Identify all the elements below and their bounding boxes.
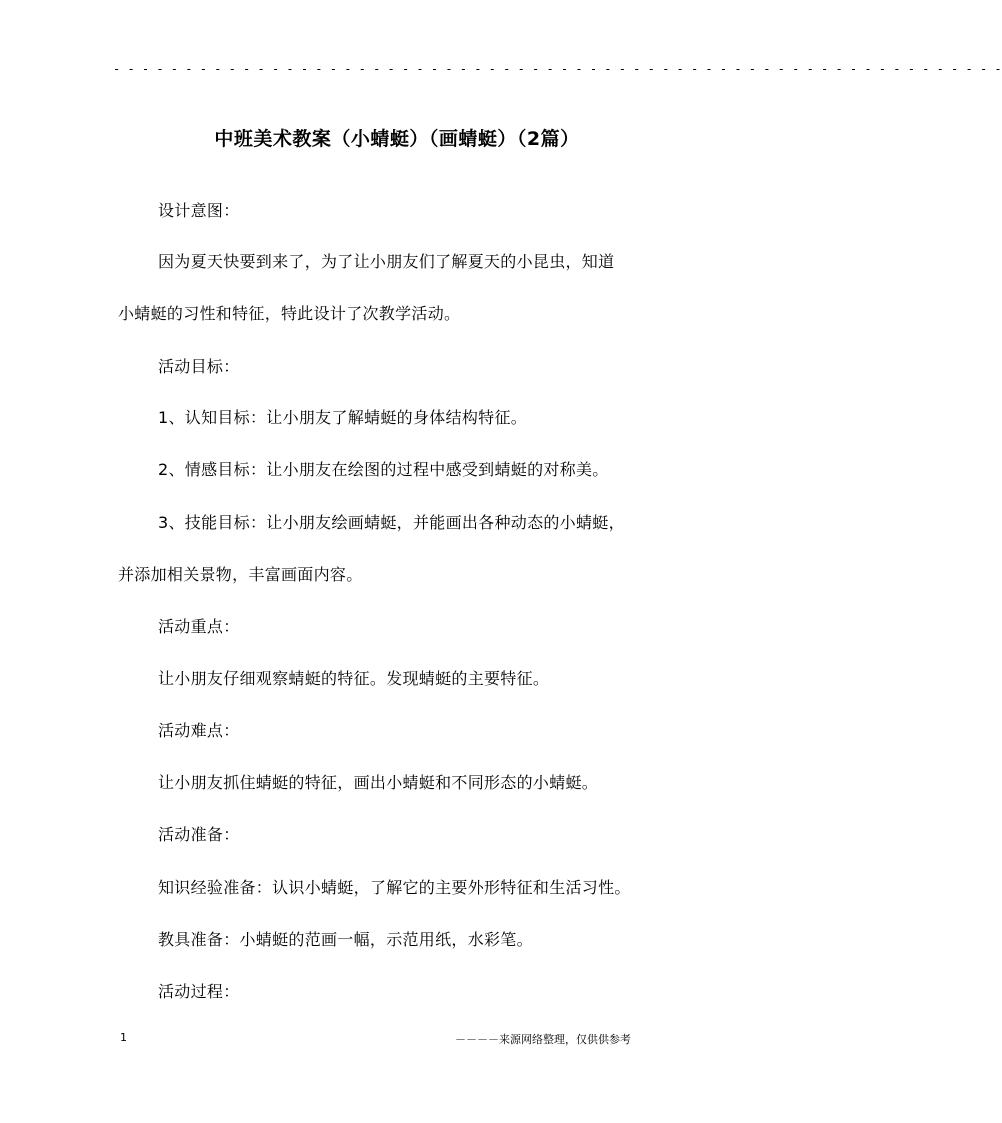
paragraph-goal-cognitive: 1、认知目标：让小朋友了解蜻蜓的身体结构特征。 [158,408,528,427]
paragraph-process-heading: 活动过程： [158,982,240,1001]
paragraph-preparation-heading: 活动准备： [158,825,240,844]
paragraph-goal-emotional: 2、情感目标：让小朋友在绘图的过程中感受到蜻蜓的对称美。 [158,460,609,479]
footer-source-note: －－－－来源网络整理，仅供供参考 [455,1033,631,1046]
document-title: 中班美术教案（小蜻蜓）（画蜻蜓）（2篇） [214,128,580,150]
paragraph-key-points-heading: 活动重点： [158,617,240,636]
paragraph-goal-skill-line-2: 并添加相关景物，丰富画面内容。 [118,565,363,584]
page-number: 1 [120,1031,127,1044]
header-dashed-rule: - - - - - - - - - - - - - - - - - - - - - - - - - - - - - - - - - - - - - - - - - - - - - - - - - - - - - - - - - - - - - - [113,62,1002,76]
paragraph-design-intent-line-1: 因为夏天快要到来了，为了让小朋友们了解夏天的小昆虫，知道 [158,252,615,271]
paragraph-goals-heading: 活动目标： [158,357,240,376]
paragraph-difficulty-heading: 活动难点： [158,721,240,740]
paragraph-goal-skill-line-1: 3、技能目标：让小朋友绘画蜻蜓，并能画出各种动态的小蜻蜓， [158,513,625,532]
paragraph-difficulty-body: 让小朋友抓住蜻蜓的特征，画出小蜻蜓和不同形态的小蜻蜓。 [158,773,599,792]
paragraph-key-points-body: 让小朋友仔细观察蜻蜓的特征。发现蜻蜓的主要特征。 [158,669,550,688]
paragraph-design-intent-heading: 设计意图： [158,201,240,220]
paragraph-knowledge-preparation: 知识经验准备：认识小蜻蜓，了解它的主要外形特征和生活习性。 [158,878,631,897]
paragraph-teaching-aids: 教具准备：小蜻蜓的范画一幅，示范用纸，水彩笔。 [158,930,533,949]
paragraph-design-intent-line-2: 小蜻蜓的习性和特征，特此设计了次教学活动。 [118,304,461,323]
